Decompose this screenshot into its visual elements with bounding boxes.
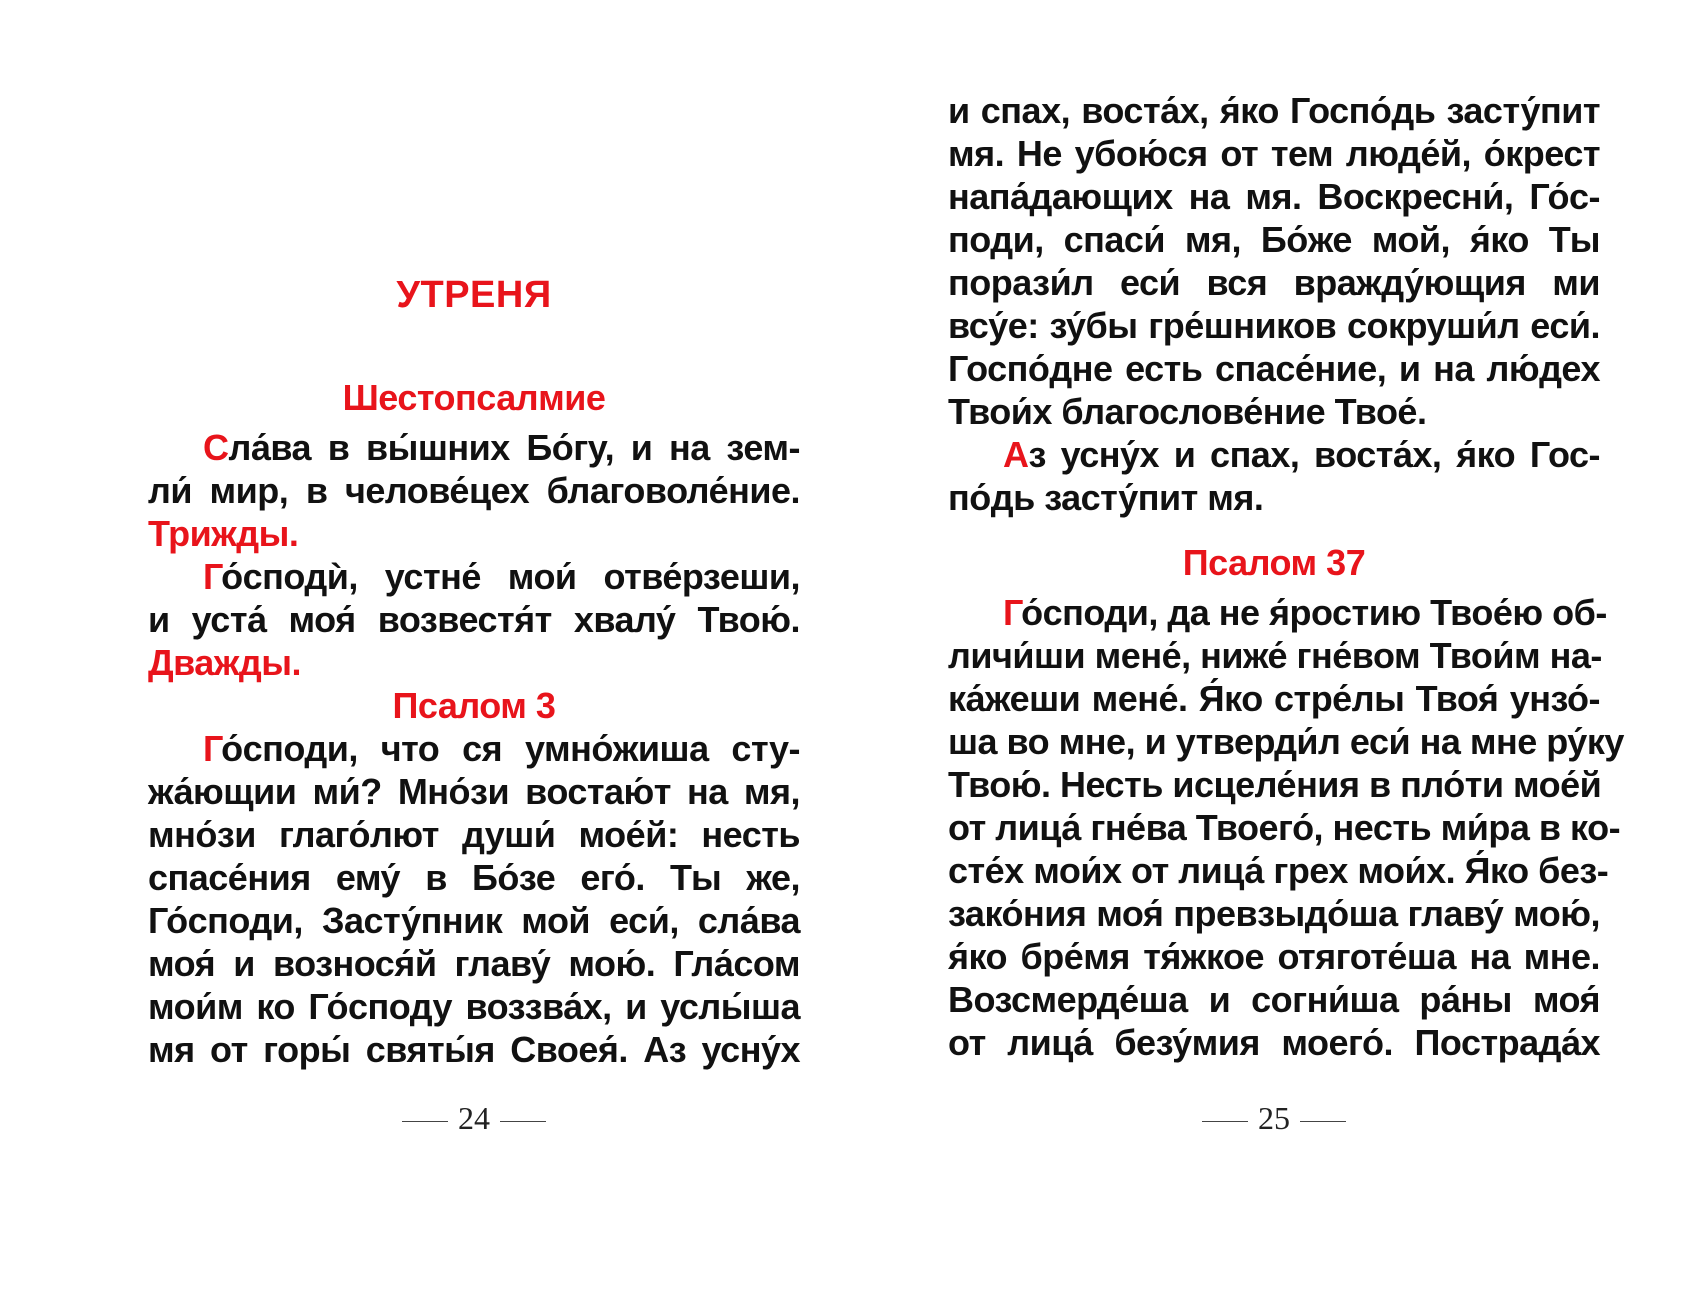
psalm-3-line: спасе́ния ему́ в Бо́зе его́. Ты же,	[148, 857, 800, 898]
psalm-37-line: ка́жеши мене́. Я́ко стре́лы Твоя́ унзо́-	[948, 678, 1600, 719]
drop-initial: С	[203, 427, 229, 468]
continuation-line: Твои́х благослове́ние Твое́.	[948, 391, 1427, 432]
psalm-37-line: ша во мне, и утверди́л еси́ на мне ру́ку	[948, 721, 1624, 762]
repeat-line: Аз усну́х и спах, воста́х, я́ко Гос-	[1003, 434, 1600, 475]
psalm-3-line: Го́споди, Засту́пник мой еси́, сла́ва	[148, 900, 800, 941]
psalm-3-line: мно́зи глаго́лют души́ мое́й: несть	[148, 814, 800, 855]
psalm-37-line: Го́споди, да не я́ростию Твое́ю об-	[1003, 592, 1607, 633]
psalm-37-title: Псалом 37	[1182, 542, 1366, 583]
invocation-line: Го́сподѝ, устне́ мои́ отве́рзеши,	[203, 556, 800, 597]
rubric-thrice: Трижды.	[148, 513, 299, 554]
psalm-37-line: сте́х мои́х от лица́ грех мои́х. Я́ко без-	[948, 850, 1609, 891]
psalm-3-line: Го́споди, что ся умно́жиша сту-	[203, 728, 800, 769]
psalm-3-title: Псалом 3	[392, 685, 556, 726]
page-number-dash	[500, 1121, 546, 1122]
page-number-right: 25	[948, 1098, 1600, 1138]
continuation-line: порази́л еси́ вся вражду́ющия ми	[948, 262, 1600, 303]
psalm-37-line: Возсмерде́ша и согни́ша ра́ны моя́	[948, 979, 1600, 1020]
drop-initial: Г	[203, 556, 222, 597]
rubric-twice: Дважды.	[148, 642, 301, 683]
continuation-line: поди, спаси́ мя, Бо́же мой, я́ко Ты	[948, 219, 1600, 260]
left-page	[148, 0, 800, 1305]
matins-title: УТРЕНЯ	[396, 274, 552, 316]
repeat-line: по́дь засту́пит мя.	[948, 477, 1264, 518]
page-number-dash	[1202, 1121, 1248, 1122]
psalm-37-line: от лица́ гне́ва Твоего́, несть ми́ра в ко-	[948, 807, 1621, 848]
psalm-3-line: жа́ющии ми́? Мно́зи востаю́т на мя,	[148, 771, 800, 812]
right-page	[948, 0, 1624, 1305]
page-number-left: 24	[148, 1098, 800, 1138]
continuation-line: Госпо́дне есть спасе́ние, и на лю́дех	[948, 348, 1600, 389]
psalm-37-line: от лица́ безу́мия моего́. Пострада́х	[948, 1022, 1600, 1063]
doxology-line: Сла́ва в вы́шних Бо́гу, и на зем-	[203, 427, 800, 468]
continuation-line: напа́дающих на мя. Воскресни́, Го́с-	[948, 176, 1600, 217]
continuation-line: и спах, воста́х, я́ко Госпо́дь засту́пит	[948, 90, 1600, 131]
psalm-3-line: мои́м ко Го́споду воззва́х, и услы́ша	[148, 986, 800, 1027]
page-number-dash	[1300, 1121, 1346, 1122]
continuation-line: мя. Не убою́ся от тем люде́й, о́крест	[948, 133, 1600, 174]
continuation-line: всу́е: зу́бы гре́шников сокруши́л еси́.	[948, 305, 1600, 346]
psalm-37-line: я́ко бре́мя тя́жкое отяготе́ша на мне.	[948, 936, 1600, 977]
psalm-37-line: Твою́. Несть исцеле́ния в пло́ти мое́й	[948, 764, 1602, 805]
doxology-line: ли́ мир, в челове́цех благоволе́ние.	[148, 470, 800, 511]
drop-initial: Г	[203, 728, 222, 769]
psalm-3-line: мя от горы́ святы́я Своея́. Аз усну́х	[148, 1029, 800, 1070]
psalm-37-line: личи́ши мене́, ниже́ гне́вом Твои́м на-	[948, 635, 1602, 676]
page-number-dash	[402, 1121, 448, 1122]
psalm-3-line: моя́ и вознося́й главу́ мою́. Гла́сом	[148, 943, 800, 984]
six-psalms-title: Шестопсалмие	[342, 377, 606, 418]
invocation-line: и уста́ моя́ возвестя́т хвалу́ Твою́.	[148, 599, 800, 640]
drop-initial: Г	[1003, 592, 1022, 633]
drop-initial: А	[1003, 434, 1029, 475]
psalm-37-line: зако́ния моя́ превзыдо́ша главу́ мою́,	[948, 893, 1600, 934]
